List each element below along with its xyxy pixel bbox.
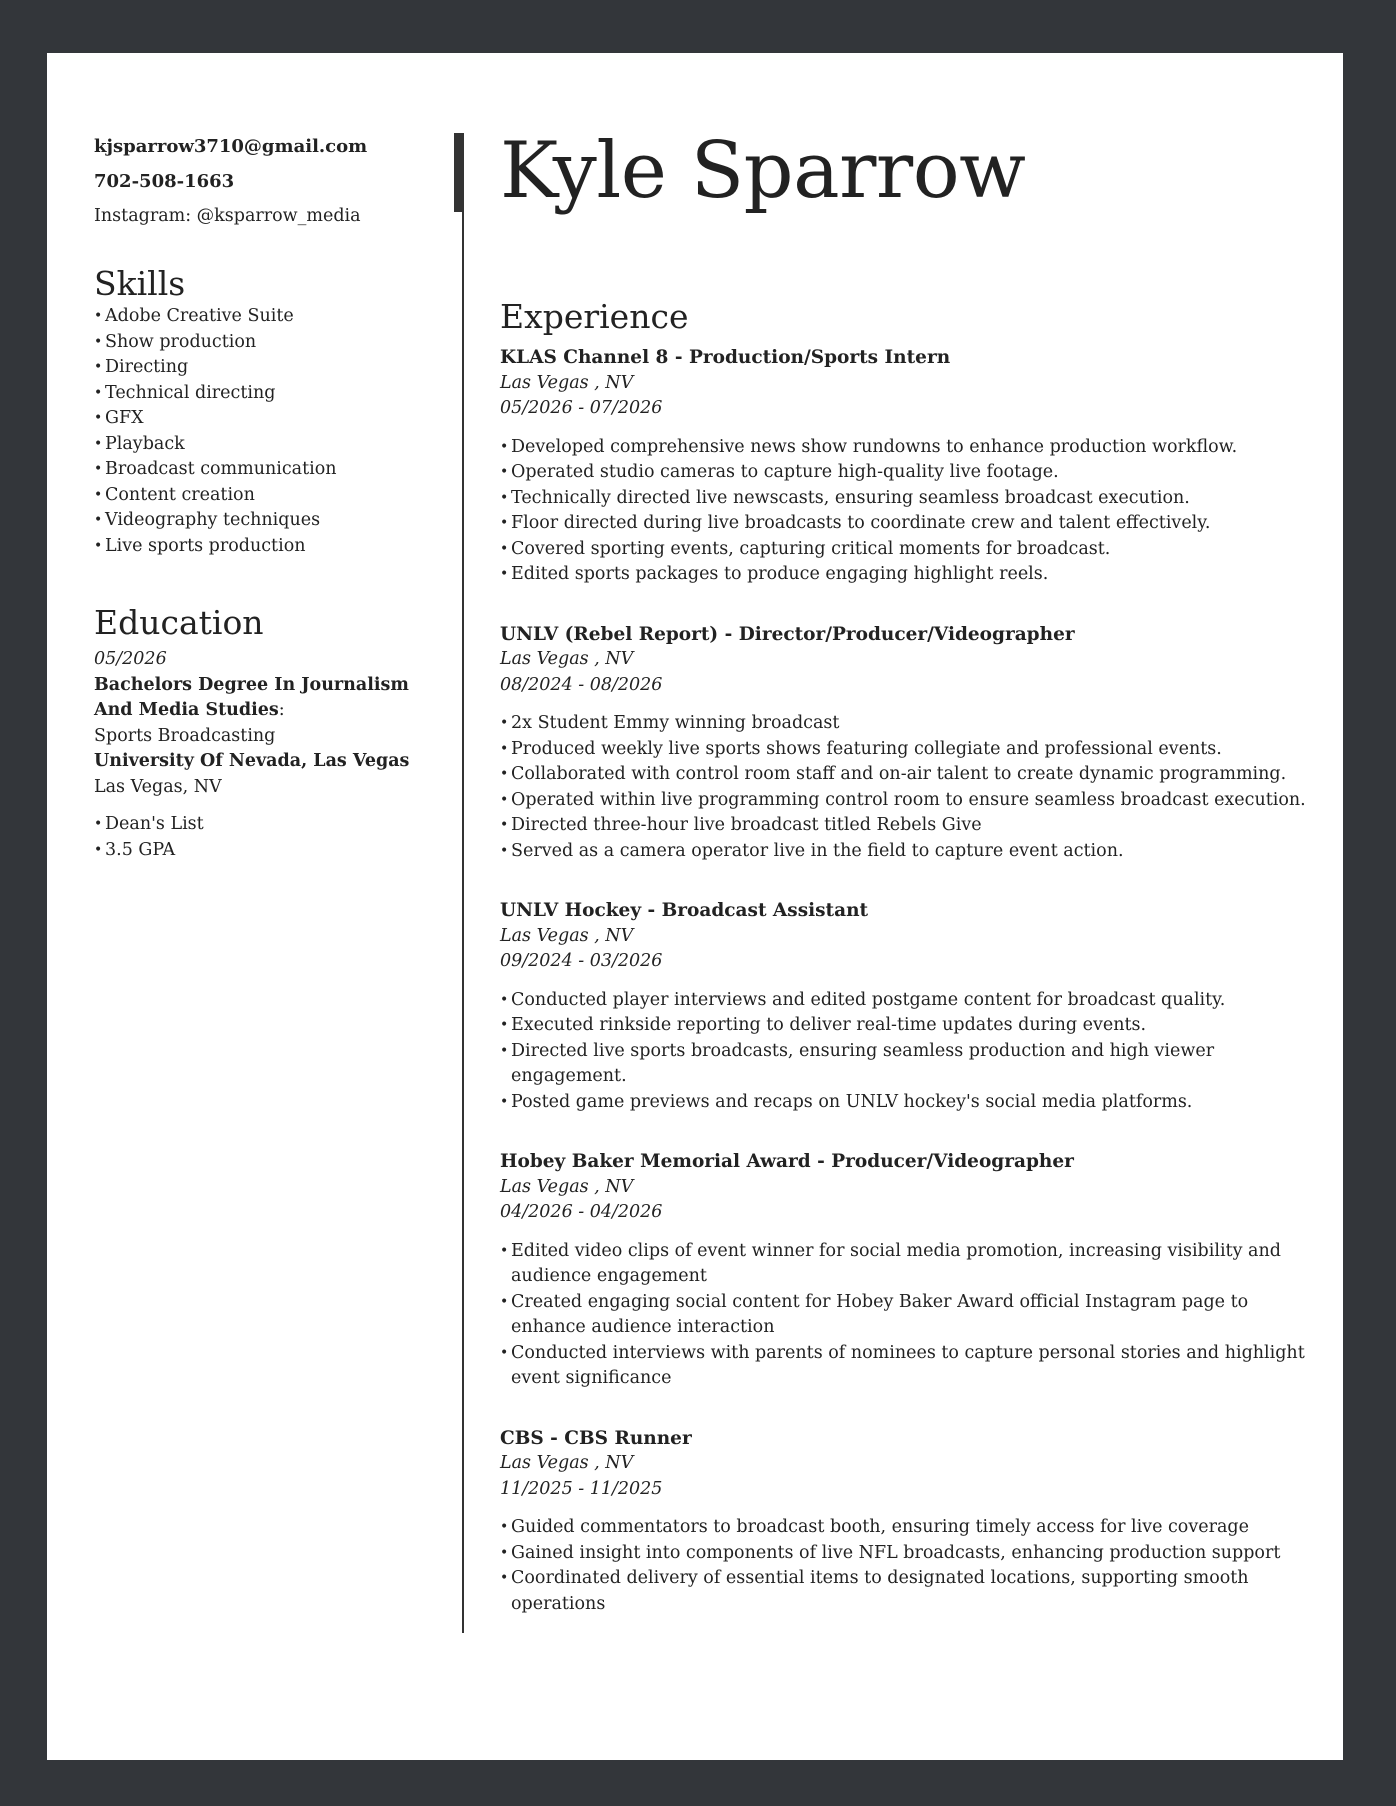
contact-phone: 702-508-1663 <box>94 171 235 192</box>
skill-item: • Broadcast communication <box>94 457 434 483</box>
education-location: Las Vegas, NV <box>94 776 222 797</box>
candidate-name: Kyle Sparrow <box>500 126 1026 216</box>
job-bullet: • Guided commentators to broadcast booth, ensuring timely access for live coverage <box>500 1515 1310 1541</box>
job-bullet: • Collaborated with control room staff and on-air talent to create dynamic programming. <box>500 762 1310 788</box>
job-bullet: • Executed rinkside reporting to deliver real-time updates during events. <box>500 1013 1310 1039</box>
resume-page <box>47 53 1343 1760</box>
job-bullet: • Gained insight into components of live NFL broadcasts, enhancing production support <box>500 1541 1310 1567</box>
job-bullet: • Produced weekly live sports shows featuring collegiate and professional events. <box>500 737 1310 763</box>
job-bullet: • Served as a camera operator live in the field to capture event action. <box>500 839 1310 865</box>
education-honor-item: • Dean's List <box>94 812 434 838</box>
job-location: Las Vegas , NV <box>500 1176 634 1197</box>
job-bullet: • Operated within live programming control room to ensure seamless broadcast execution. <box>500 788 1310 814</box>
left-column <box>94 129 434 863</box>
job-bullet: • Technically directed live newscasts, ensuring seamless broadcast execution. <box>500 486 1310 512</box>
education-concentration: Sports Broadcasting <box>94 725 276 746</box>
skill-item: • GFX <box>94 406 434 432</box>
education-entry <box>94 647 434 863</box>
skill-item: • Technical directing <box>94 381 434 407</box>
job-bullet: • 2x Student Emmy winning broadcast <box>500 711 1310 737</box>
education-honor-item: • 3.5 GPA <box>94 838 434 864</box>
job-bullet: • Directed three-hour live broadcast titled Rebels Give <box>500 813 1310 839</box>
job-bullets <box>500 435 1310 588</box>
job-bullet: • Coordinated delivery of essential items to designated locations, supporting smooth operations <box>500 1566 1310 1617</box>
job-bullet: • Covered sporting events, capturing critical moments for broadcast. <box>500 537 1310 563</box>
job-bullets <box>500 1515 1310 1617</box>
skill-item: • Directing <box>94 355 434 381</box>
job-bullet: • Conducted interviews with parents of nominees to capture personal stories and highlight event significance <box>500 1341 1310 1392</box>
skills-list <box>94 304 434 559</box>
job-entry <box>500 898 1310 1115</box>
education-degree-line <box>94 673 434 724</box>
skill-item: • Videography techniques <box>94 508 434 534</box>
contact-email[interactable]: kjsparrow3710@gmail.com <box>94 136 368 157</box>
job-location: Las Vegas , NV <box>500 372 634 393</box>
job-bullets <box>500 711 1310 864</box>
education-honors-list <box>94 812 434 863</box>
skill-item: • Content creation <box>94 483 434 509</box>
job-location: Las Vegas , NV <box>500 1453 634 1473</box>
job-bullet: • Conducted player interviews and edited postgame content for broadcast quality. <box>500 988 1310 1014</box>
job-entry <box>500 622 1310 865</box>
job-bullet: • Floor directed during live broadcasts to coordinate crew and talent effectively. <box>500 511 1310 537</box>
experience-heading: Experience <box>500 297 689 336</box>
skills-heading: Skills <box>94 264 186 303</box>
job-bullet: • Edited video clips of event winner for social media promotion, increasing visibility and audience engagement <box>500 1239 1310 1290</box>
education-degree-sep: : <box>278 700 285 720</box>
job-bullet: • Directed live sports broadcasts, ensuring seamless production and high viewer engagement. <box>500 1039 1310 1090</box>
right-column <box>500 125 1310 1617</box>
skill-item: • Adobe Creative Suite <box>94 304 434 330</box>
job-entry <box>500 345 1310 588</box>
column-divider <box>462 133 464 1633</box>
job-title: UNLV Hockey - Broadcast Assistant <box>500 900 869 921</box>
job-bullet: • Edited sports packages to produce engaging highlight reels. <box>500 562 1310 588</box>
job-title: CBS - CBS Runner <box>500 1427 692 1449</box>
job-dates: 09/2024 - 03/2026 <box>500 951 663 971</box>
job-title: Hobey Baker Memorial Award - Producer/Videographer <box>500 1151 1074 1172</box>
job-bullet: • Operated studio cameras to capture high-quality live footage. <box>500 460 1310 486</box>
job-bullet: • Created engaging social content for Hobey Baker Award official Instagram page to enhance audience interaction <box>500 1290 1310 1341</box>
job-dates: 04/2026 - 04/2026 <box>500 1202 663 1222</box>
job-location: Las Vegas , NV <box>500 925 634 946</box>
job-bullets <box>500 1239 1310 1392</box>
job-dates: 11/2025 - 11/2025 <box>500 1478 663 1499</box>
education-degree: Bachelors Degree In Journalism And Media Studies <box>94 674 409 720</box>
job-bullet: • Posted game previews and recaps on UNLV hockey's social media platforms. <box>500 1090 1310 1116</box>
education-date: 05/2026 <box>94 649 167 669</box>
contact-instagram: Instagram: @ksparrow_media <box>94 206 361 226</box>
job-dates: 05/2026 - 07/2026 <box>500 398 663 418</box>
job-title: UNLV (Rebel Report) - Director/Producer/Videographer <box>500 623 1075 645</box>
skill-item: • Live sports production <box>94 534 434 560</box>
job-entry <box>500 1426 1310 1618</box>
job-dates: 08/2024 - 08/2026 <box>500 674 663 695</box>
job-location: Las Vegas , NV <box>500 649 634 669</box>
job-bullet: • Developed comprehensive news show rundowns to enhance production workflow. <box>500 435 1310 461</box>
skill-item: • Show production <box>94 330 434 356</box>
education-heading: Education <box>94 603 264 642</box>
skill-item: • Playback <box>94 432 434 458</box>
job-title: KLAS Channel 8 - Production/Sports Intern <box>500 347 951 368</box>
job-entry <box>500 1149 1310 1392</box>
job-bullets <box>500 988 1310 1116</box>
education-school: University Of Nevada, Las Vegas <box>94 751 410 771</box>
